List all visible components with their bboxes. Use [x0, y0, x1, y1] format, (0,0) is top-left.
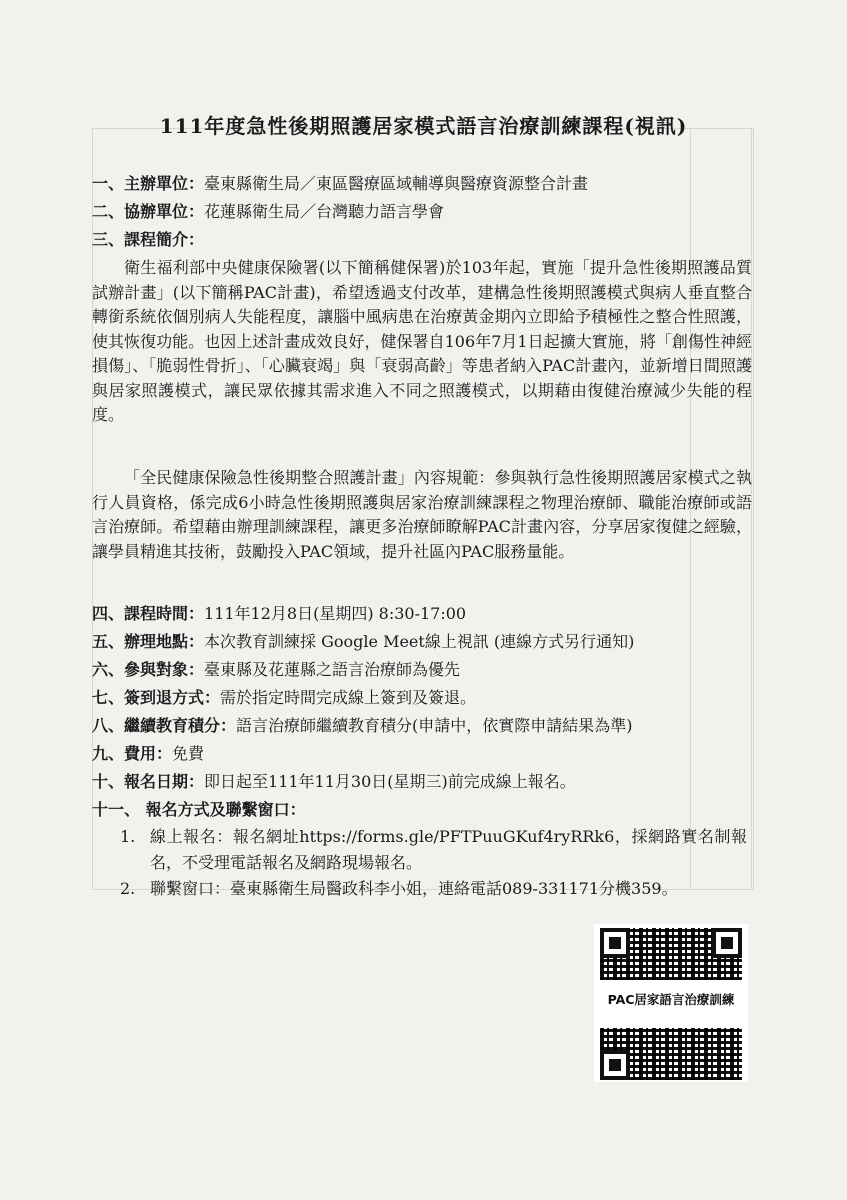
venue-row [92, 630, 752, 654]
register-item-text: 線上報名：報名網址https://forms.gle/PFTPuuGKuf4ryRRk6，採網路實名制報名，不受理電話報名及網路現場報名。 [150, 827, 747, 872]
venue-value: 本次教育訓練採 Google Meet線上視訊 (連線方式另行通知) [204, 632, 635, 651]
signin-value: 需於指定時間完成線上簽到及簽退。 [220, 688, 477, 707]
fee-row [92, 742, 752, 766]
document-title: 111年度急性後期照護居家模式語言治療訓練課程(視訊) [159, 114, 688, 138]
register-item-number: 1. [120, 827, 136, 846]
deadline-row [92, 770, 752, 794]
registration-qr-code[interactable] [594, 924, 748, 1082]
time-value: 111年12月8日(星期四) 8:30-17:00 [204, 604, 467, 623]
co-organizer-value: 花蓮縣衛生局／台灣聽力語言學會 [204, 202, 445, 221]
intro-paragraph-1: 衛生福利部中央健康保險署(以下簡稱健保署)於103年起，實施「提升急性後期照護品質試辦計畫」(以下簡稱PAC計畫)，希望透過支付改革，建構急性後期照護模式與病人垂直整合轉銜系統依個別病人失能程度，讓腦中風病患在治療黃金期內立即給予積極性之整合性照護，使其恢復功能。也因上述計畫成效良好，健保署自106年7月1日起擴大實施，將「創傷性神經損傷」、「脆弱性骨折」、「心臟衰竭」與「衰弱高齡」等患者納入PAC計畫內，並新增日間照護與居家照護模式，讓民眾依據其需求進入不同之照護模式，以期藉由復健治療減少失能的程度。 [92, 258, 752, 424]
audience-value: 臺東縣及花蓮縣之語言治療師為優先 [204, 660, 461, 679]
audience-row [92, 658, 752, 682]
organizer-value: 臺東縣衛生局／東區醫療區域輔導與醫療資源整合計畫 [204, 174, 589, 193]
co-organizer-row [92, 200, 752, 224]
venue-label: 五、辦理地點： [92, 632, 205, 651]
time-label: 四、課程時間： [92, 604, 205, 623]
register-label: 十一、 報名方式及聯繫窗口： [92, 800, 306, 819]
co-organizer-label: 二、協辦單位： [92, 202, 205, 221]
deadline-label: 十、報名日期： [92, 772, 205, 791]
qr-finder-icon [600, 1050, 630, 1080]
intro-paragraph-2: 「全民健康保險急性後期整合照護計畫」內容規範：參與執行急性後期照護居家模式之執行人員資格，係完成6小時急性後期照護與居家治療訓練課程之物理治療師、職能治療師或語言治療師。希望藉由辦理訓練課程，讓更多治療師瞭解PAC計畫內容，分享居家復健之經驗，讓學員精進其技術，鼓勵投入PAC領域，提升社區內PAC服務量能。 [92, 468, 752, 561]
signin-label: 七、簽到退方式： [92, 688, 221, 707]
signin-row [92, 686, 752, 710]
credits-row [92, 714, 752, 738]
fee-label: 九、費用： [92, 744, 173, 763]
intro-heading [92, 228, 752, 252]
register-heading [92, 798, 752, 822]
organizer-label: 一、主辦單位： [92, 174, 205, 193]
deadline-value: 即日起至111年11月30日(星期三)前完成線上報名。 [204, 772, 576, 791]
time-row [92, 602, 752, 626]
register-item-text: 聯繫窗口：臺東縣衛生局醫政科李小姐，連絡電話089-331171分機359。 [150, 879, 678, 898]
register-item-number: 2. [120, 879, 136, 898]
audience-label: 六、參與對象： [92, 660, 205, 679]
organizer-row [92, 172, 752, 196]
intro-label: 三、課程簡介： [92, 230, 205, 249]
qr-finder-icon [600, 928, 630, 958]
register-item-1 [92, 824, 747, 876]
credits-label: 八、繼續教育積分： [92, 716, 237, 735]
qr-caption: PAC居家語言治療訓練 [607, 992, 735, 1007]
qr-finder-icon [712, 928, 742, 958]
register-item-2 [92, 876, 747, 902]
fee-value: 免費 [172, 744, 205, 763]
credits-value: 語言治療師繼續教育積分(申請中，依實際申請結果為準) [236, 716, 633, 735]
